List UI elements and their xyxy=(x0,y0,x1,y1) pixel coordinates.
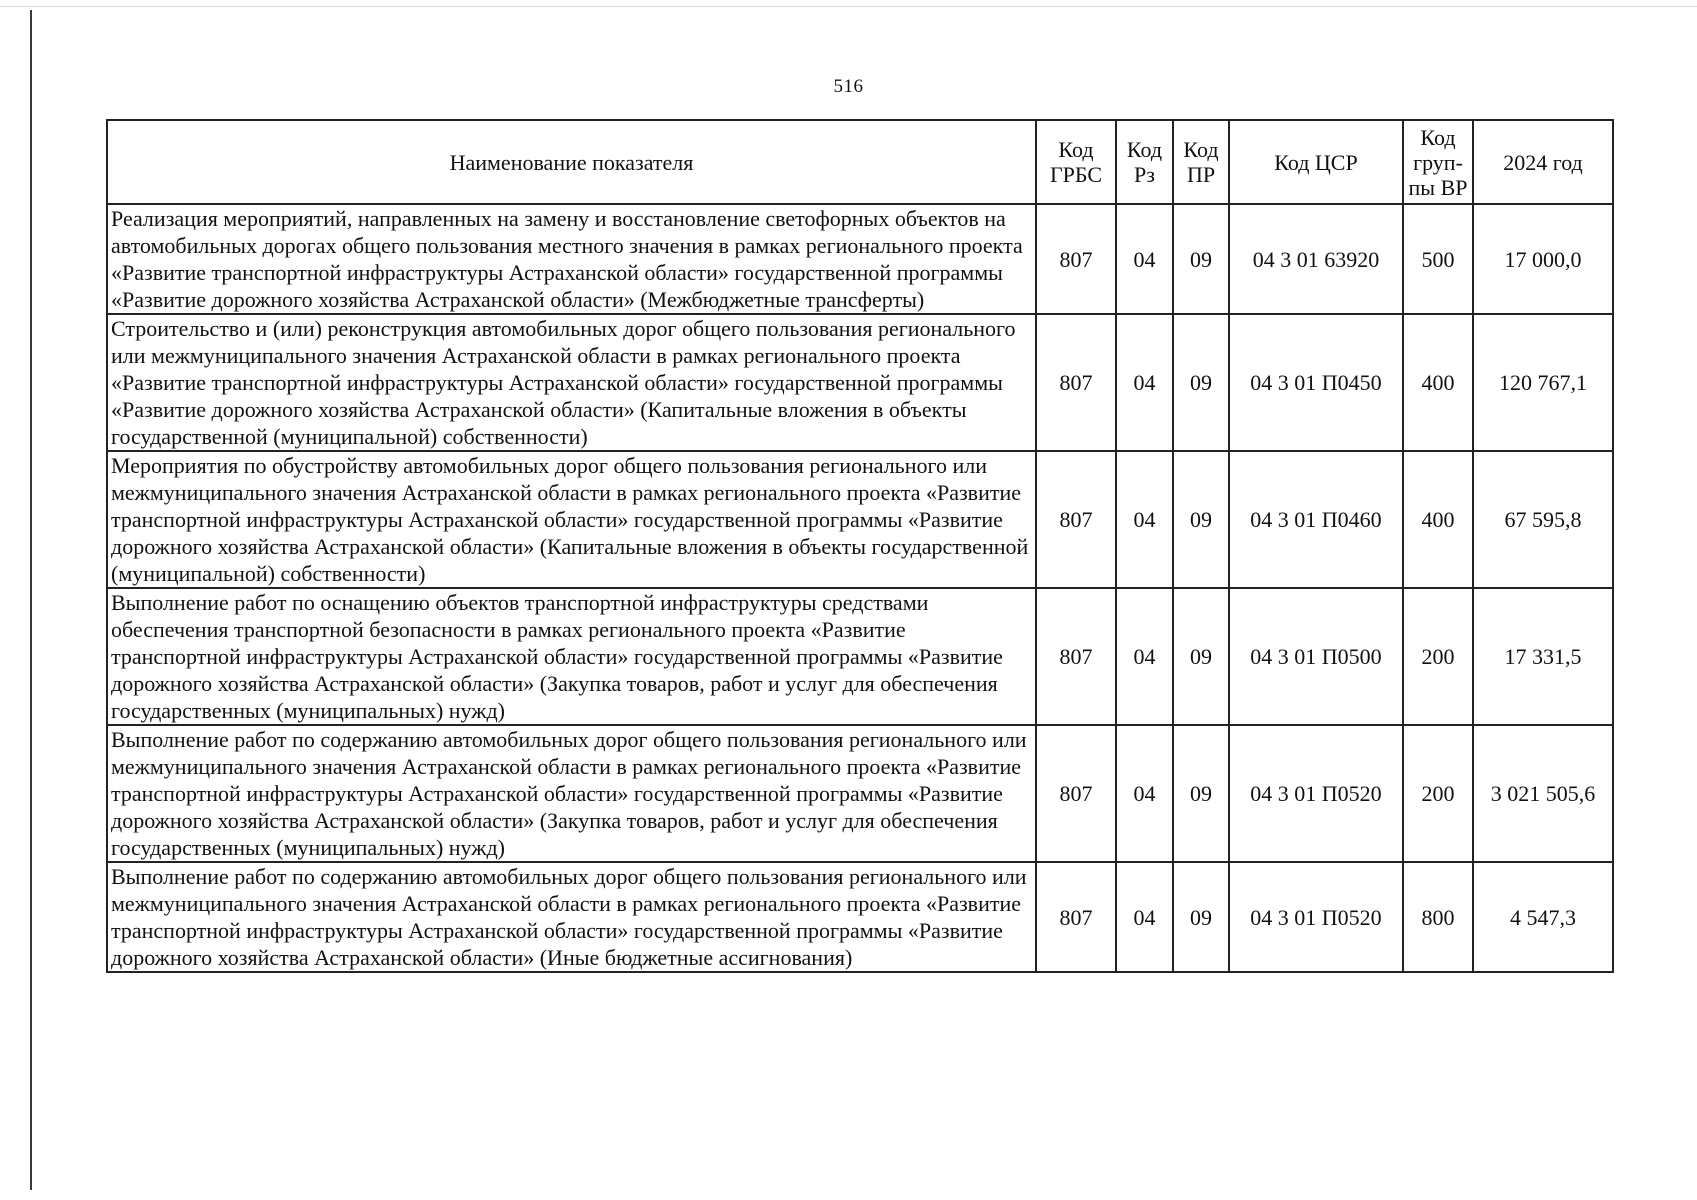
cell-amount: 17 331,5 xyxy=(1473,588,1613,725)
cell-name: Выполнение работ по оснащению объектов транспортной инфраструктуры средствами обеспечения транспортной безопасности в рамках регионального проекта «Развитие транспортной инфраструктуры Астраханской области» государственной программы «Развитие дорожного хозяйства Астраханской области» (Закупка товаров, работ и услуг для обеспечения государственных (муниципальных) нужд) xyxy=(107,588,1036,725)
header-name: Наименование показателя xyxy=(107,120,1036,204)
cell-vr: 200 xyxy=(1403,588,1473,725)
cell-rz: 04 xyxy=(1116,725,1173,862)
cell-name: Мероприятия по обустройству автомобильных дорог общего пользования регионального или межмуниципального значения Астраханской области в рамках регионального проекта «Развитие транспортной инфраструктуры Астраханской области» государственной программы «Развитие дорожного хозяйства Астраханской области» (Капитальные вложения в объекты государственной (муниципальной) собственности) xyxy=(107,451,1036,588)
cell-vr: 200 xyxy=(1403,725,1473,862)
table-row xyxy=(107,204,1613,314)
header-grbs-line: ГРБС xyxy=(1049,162,1103,187)
header-vr xyxy=(1403,120,1473,204)
cell-grbs: 807 xyxy=(1036,314,1116,451)
cell-rz: 04 xyxy=(1116,862,1173,972)
header-grbs xyxy=(1036,120,1116,204)
cell-rz: 04 xyxy=(1116,314,1173,451)
cell-name: Реализация мероприятий, направленных на замену и восстановление светофорных объектов на автомобильных дорогах общего пользования местного значения в рамках регионального проекта «Развитие транспортной инфраструктуры Астраханской области» государственной программы «Развитие дорожного хозяйства Астраханской области» (Межбюджетные трансферты) xyxy=(107,204,1036,314)
cell-vr: 500 xyxy=(1403,204,1473,314)
header-pr xyxy=(1173,120,1229,204)
header-pr-line: Код xyxy=(1183,137,1219,162)
cell-rz: 04 xyxy=(1116,451,1173,588)
cell-amount: 3 021 505,6 xyxy=(1473,725,1613,862)
table-row xyxy=(107,451,1613,588)
header-pr-line: ПР xyxy=(1186,162,1216,187)
cell-rz: 04 xyxy=(1116,588,1173,725)
page-number: 516 xyxy=(833,76,864,97)
header-year: 2024 год xyxy=(1473,120,1613,204)
cell-vr: 800 xyxy=(1403,862,1473,972)
cell-pr: 09 xyxy=(1173,862,1229,972)
header-rz-line: Рз xyxy=(1134,162,1155,187)
header-rz-line: Код xyxy=(1126,137,1163,162)
cell-amount: 4 547,3 xyxy=(1473,862,1613,972)
cell-name: Строительство и (или) реконструкция автомобильных дорог общего пользования регионального или межмуниципального значения Астраханской области в рамках регионального проекта «Развитие транспортной инфраструктуры Астраханской области» государственной программы «Развитие дорожного хозяйства Астраханской области» (Капитальные вложения в объекты государственной (муниципальной) собственности) xyxy=(107,314,1036,451)
cell-pr: 09 xyxy=(1173,725,1229,862)
cell-csr: 04 3 01 П0520 xyxy=(1229,862,1403,972)
header-grbs-line: Код xyxy=(1058,137,1094,162)
cell-amount: 17 000,0 xyxy=(1473,204,1613,314)
header-rz xyxy=(1116,120,1173,204)
cell-pr: 09 xyxy=(1173,588,1229,725)
table-header-row xyxy=(107,120,1613,204)
cell-vr: 400 xyxy=(1403,314,1473,451)
cell-csr: 04 3 01 П0450 xyxy=(1229,314,1403,451)
cell-csr: 04 3 01 П0460 xyxy=(1229,451,1403,588)
table-row xyxy=(107,314,1613,451)
header-csr: Код ЦСР xyxy=(1229,120,1403,204)
table-row xyxy=(107,862,1613,972)
header-vr-line: Код xyxy=(1420,124,1456,150)
cell-pr: 09 xyxy=(1173,204,1229,314)
cell-grbs: 807 xyxy=(1036,451,1116,588)
cell-amount: 67 595,8 xyxy=(1473,451,1613,588)
cell-rz: 04 xyxy=(1116,204,1173,314)
cell-name: Выполнение работ по содержанию автомобильных дорог общего пользования регионального или межмуниципального значения Астраханской области в рамках регионального проекта «Развитие транспортной инфраструктуры Астраханской области» государственной программы «Развитие дорожного хозяйства Астраханской области» (Иные бюджетные ассигнования) xyxy=(107,862,1036,972)
cell-grbs: 807 xyxy=(1036,862,1116,972)
scan-top-edge xyxy=(0,6,1697,7)
cell-csr: 04 3 01 63920 xyxy=(1229,204,1403,314)
cell-vr: 400 xyxy=(1403,451,1473,588)
cell-csr: 04 3 01 П0520 xyxy=(1229,725,1403,862)
cell-pr: 09 xyxy=(1173,314,1229,451)
table-row xyxy=(107,725,1613,862)
table-row xyxy=(107,588,1613,725)
cell-name: Выполнение работ по содержанию автомобильных дорог общего пользования регионального или межмуниципального значения Астраханской области в рамках регионального проекта «Развитие транспортной инфраструктуры Астраханской области» государственной программы «Развитие дорожного хозяйства Астраханской области» (Закупка товаров, работ и услуг для обеспечения государственных (муниципальных) нужд) xyxy=(107,725,1036,862)
cell-amount: 120 767,1 xyxy=(1473,314,1613,451)
cell-grbs: 807 xyxy=(1036,204,1116,314)
header-vr-line: пы ВР xyxy=(1408,174,1468,200)
scan-left-edge xyxy=(30,10,32,1190)
cell-csr: 04 3 01 П0500 xyxy=(1229,588,1403,725)
budget-table xyxy=(106,119,1614,973)
cell-grbs: 807 xyxy=(1036,725,1116,862)
cell-pr: 09 xyxy=(1173,451,1229,588)
header-vr-line: груп- xyxy=(1413,149,1463,175)
cell-grbs: 807 xyxy=(1036,588,1116,725)
